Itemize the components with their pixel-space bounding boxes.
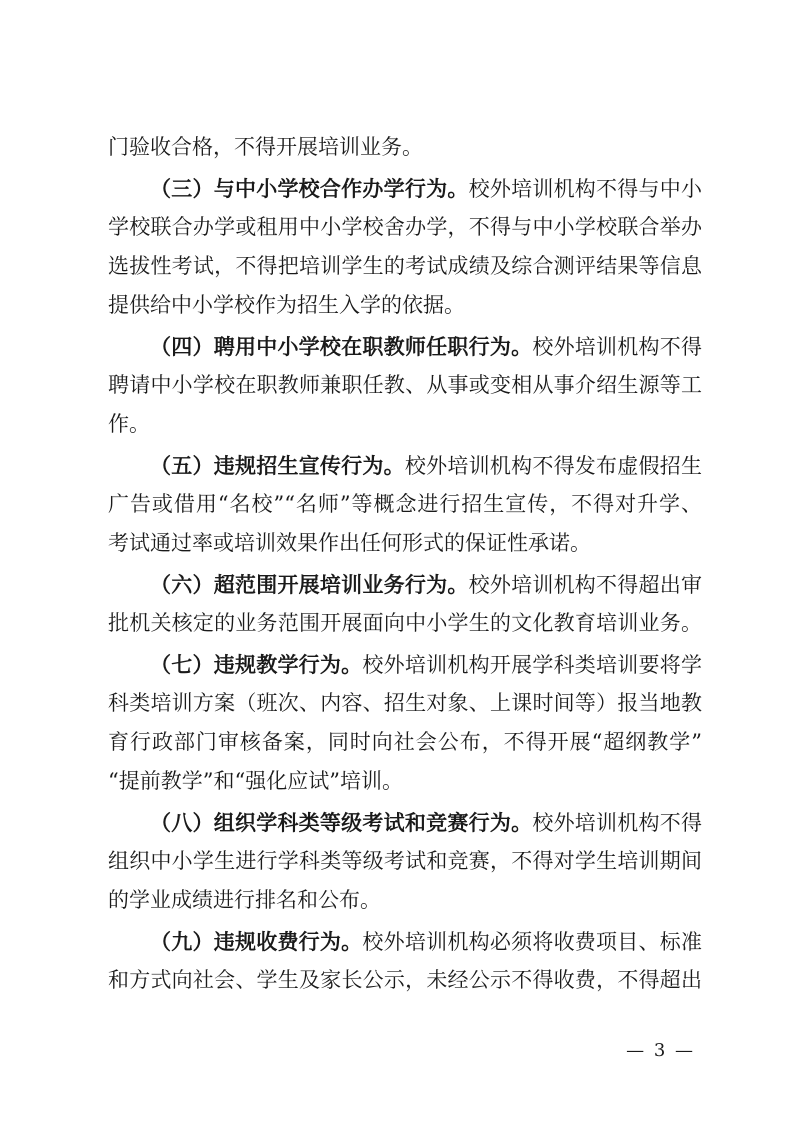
paragraph-line xyxy=(108,645,702,684)
paragraph-5 xyxy=(108,446,702,563)
paragraph-heading: （六）超范围开展培训业务行为。 xyxy=(150,572,469,597)
page-number: — 3 — xyxy=(626,1040,695,1061)
paragraph-line xyxy=(108,446,702,485)
paragraph-line xyxy=(108,208,702,247)
paragraph-line xyxy=(108,366,702,405)
paragraph-text: 和方式向社会、学生及家长公示，未经公示不得收费，不得超出 xyxy=(108,968,702,992)
paragraph-text: 校外培训机构必须将收费项目、标准 xyxy=(362,930,703,954)
paragraph-text: 育行政部门审核备案，同时向社会公布，不得开展“超纲教学” xyxy=(108,730,702,754)
paragraph-line xyxy=(108,684,702,723)
paragraph-heading: （八）组织学科类等级考试和竞赛行为。 xyxy=(150,810,533,835)
paragraph-8 xyxy=(108,803,702,920)
paragraph-4 xyxy=(108,327,702,444)
paragraph-9 xyxy=(108,922,702,1000)
paragraph-line xyxy=(108,803,702,842)
paragraph-line xyxy=(108,247,702,286)
paragraph-line xyxy=(108,169,702,208)
paragraph-line xyxy=(108,405,702,444)
paragraph-text: 校外培训机构不得 xyxy=(532,335,703,359)
paragraph-text: 考试通过率或培训效果作出任何形式的保证性承诺。 xyxy=(108,531,591,555)
paragraph-3 xyxy=(108,169,702,325)
paragraph-line xyxy=(108,922,702,961)
paragraph-heading: （五）违规招生宣传行为。 xyxy=(150,453,405,478)
paragraph-text: 选拔性考试，不得把培训学生的考试成绩及综合测评结果等信息 xyxy=(108,254,702,278)
paragraph-7 xyxy=(108,645,702,801)
paragraph-line xyxy=(108,327,702,366)
paragraph-text: 校外培训机构不得超出审 xyxy=(468,573,703,597)
paragraph-line xyxy=(108,842,702,881)
paragraph-line xyxy=(108,881,702,920)
paragraph-text: 校外培训机构开展学科类培训要将学 xyxy=(362,653,703,677)
paragraph-heading: （四）聘用中小学校在职教师任职行为。 xyxy=(150,334,533,359)
paragraph-text: 批机关核定的业务范围开展面向中小学生的文化教育培训业务。 xyxy=(108,611,702,635)
intro-fragment xyxy=(108,128,702,167)
paragraph-text: 学校联合办学或租用中小学校舍办学，不得与中小学校联合举办 xyxy=(108,215,702,239)
paragraph-6 xyxy=(108,565,702,643)
paragraph-heading: （七）违规教学行为。 xyxy=(150,652,363,677)
paragraph-heading: （九）违规收费行为。 xyxy=(150,929,363,954)
paragraph-text: 组织中小学生进行学科类等级考试和竞赛，不得对学生培训期间 xyxy=(108,849,702,873)
paragraph-text: 提供给中小学校作为招生入学的依据。 xyxy=(108,293,465,317)
paragraph-line xyxy=(108,286,702,325)
paragraph-text: 广告或借用“名校”“名师”等概念进行招生宣传，不得对升学、 xyxy=(108,492,702,516)
paragraph-heading: （三）与中小学校合作办学行为。 xyxy=(150,176,469,201)
paragraph-text: 校外培训机构不得 xyxy=(532,811,703,835)
paragraph-line xyxy=(108,604,702,643)
paragraph-line xyxy=(108,762,702,801)
paragraph-text: 校外培训机构不得发布虚假招生 xyxy=(404,454,703,478)
paragraph-text: 科类培训方案（班次、内容、招生对象、上课时间等）报当地教 xyxy=(108,691,702,715)
document-body xyxy=(108,128,702,1002)
paragraph-line xyxy=(108,485,702,524)
paragraph-line xyxy=(108,723,702,762)
paragraph-line xyxy=(108,565,702,604)
intro-fragment-text: 门验收合格，不得开展培训业务。 xyxy=(108,135,423,159)
paragraph-line xyxy=(108,524,702,563)
paragraph-text: 聘请中小学校在职教师兼职任教、从事或变相从事介绍生源等工 xyxy=(108,373,702,397)
paragraph-text: 校外培训机构不得与中小 xyxy=(468,177,703,201)
paragraph-line xyxy=(108,961,702,1000)
paragraph-text: 作。 xyxy=(108,412,150,436)
paragraph-text: “提前教学”和“强化应试”培训。 xyxy=(108,769,403,793)
paragraph-text: 的学业成绩进行排名和公布。 xyxy=(108,888,381,912)
